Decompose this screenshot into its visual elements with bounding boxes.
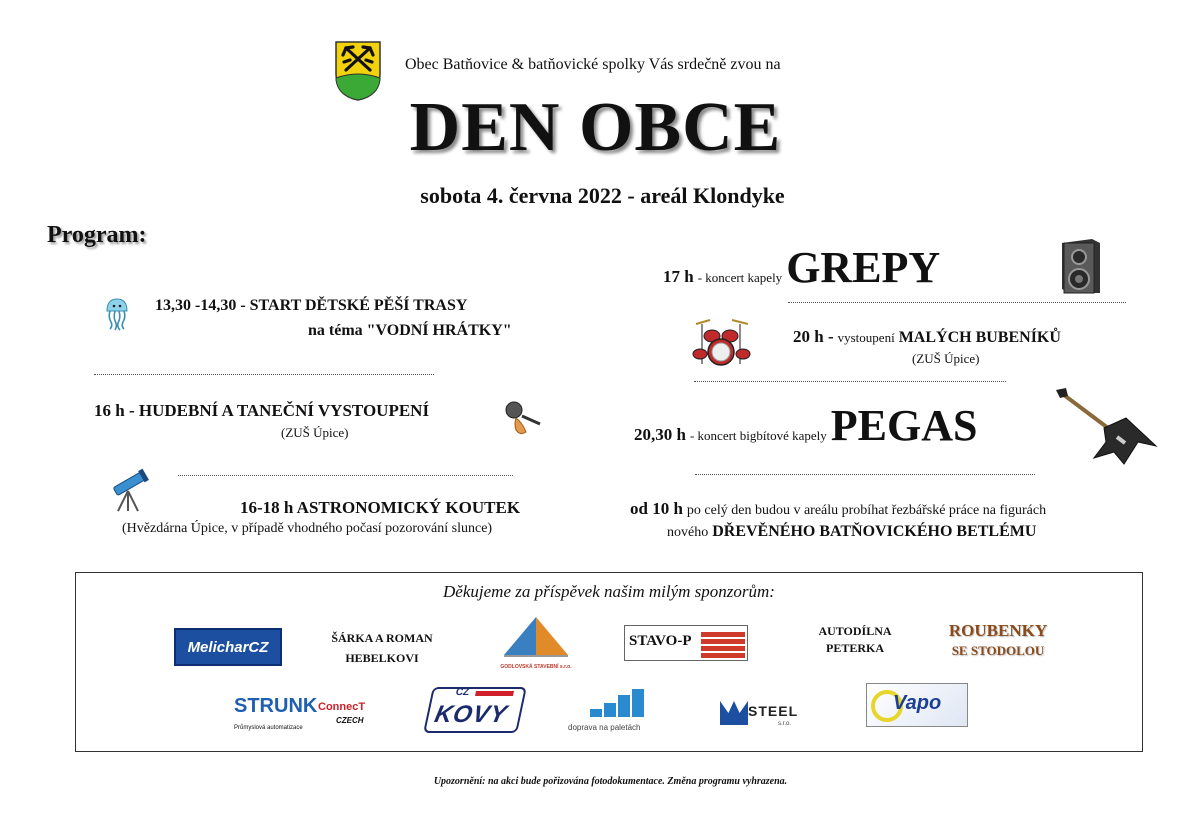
pegas-desc: - koncert bigbítové kapely	[689, 428, 827, 443]
kovy-logo	[423, 687, 527, 733]
trail-title: START DĚTSKÉ PĚŠÍ TRASY	[249, 297, 468, 314]
divider	[694, 381, 1006, 382]
pallet-boxes-icon	[588, 689, 648, 719]
telescope-icon	[108, 467, 152, 513]
dance-line	[94, 401, 429, 421]
melichar-logo: MelicharCZ	[174, 628, 282, 666]
trail-time: 13,30 -14,30 -	[155, 297, 246, 314]
doprava-logo	[566, 689, 656, 735]
steel-text: STEEL	[748, 703, 799, 719]
drums-title: MALÝCH BUBENÍKŮ	[898, 329, 1061, 346]
divider	[788, 302, 1126, 303]
drums-org: (ZUŠ Úpice)	[912, 351, 980, 366]
divider	[178, 475, 513, 476]
autodilna-peterka-sponsor	[800, 623, 910, 657]
event-date-location: sobota 4. června 2022 - areál Klondyke	[420, 183, 785, 208]
carving-line-2	[667, 523, 1036, 541]
invitation-text: Obec Batňovice & batňovické spolky Vás srdečně zvou na	[405, 56, 781, 73]
strunk-logo	[234, 695, 374, 737]
auto-line-1: AUTODÍLNA	[818, 624, 892, 638]
vapo-text: Vapo	[893, 692, 942, 714]
program-heading: Program:	[47, 222, 147, 248]
carving-line	[630, 499, 1046, 519]
dance-org: (ZUŠ Úpice)	[281, 425, 349, 440]
kovy-stripe	[475, 691, 514, 696]
sarka-line-1: ŠÁRKA A ROMAN	[331, 631, 433, 645]
roubenky-line-2: SE STODOLOU	[951, 643, 1045, 658]
dance-time: 16 h -	[94, 401, 135, 420]
trail-line	[155, 297, 467, 315]
vapo-logo	[866, 683, 968, 727]
steel-mark-icon	[720, 701, 748, 725]
strunk-czech: CZECH	[336, 716, 364, 725]
grepy-time: 17 h	[663, 267, 694, 286]
sponsor-heading: Děkujeme za příspěvek našim milým sponzorům:	[443, 582, 775, 601]
sarka-line-2: HEBELKOVI	[345, 651, 419, 665]
divider	[94, 374, 434, 375]
grepy-line	[663, 243, 941, 296]
pegas-line	[634, 401, 978, 454]
kovy-main: KOVY	[432, 701, 510, 728]
godlovska-text: GODLOVSKÁ STAVEBNÍ s.r.o.	[500, 664, 572, 670]
electric-guitar-icon	[1054, 388, 1158, 468]
jellyfish-icon	[104, 297, 130, 331]
grepy-desc: - koncert kapely	[697, 270, 783, 285]
astro-note: (Hvězdárna Úpice, v případě vhodného počasí pozorování slunce)	[122, 521, 493, 536]
trail-topic: na téma "VODNÍ HRÁTKY"	[308, 322, 512, 339]
divider	[695, 474, 1035, 475]
astro-title: 16-18 h ASTRONOMICKÝ KOUTEK	[240, 498, 521, 517]
strunk-main: STRUNK	[234, 695, 318, 717]
carving-desc: po celý den budou v areálu probíhat řezbářské práce na figurách	[686, 503, 1047, 518]
page-title: DEN OBCE	[409, 89, 782, 166]
drums-desc: vystoupení	[837, 330, 895, 345]
doprava-text: doprava na paletách	[568, 723, 641, 732]
microphone-icon	[502, 398, 542, 438]
pegas-time: 20,30 h	[634, 425, 686, 444]
strunk-sub: Průmyslová automatizace	[234, 725, 303, 731]
kovy-cz: CZ	[454, 687, 471, 698]
stavop-text: STAVO-P	[629, 633, 692, 649]
roubenky-line-1: ROUBENKY	[948, 621, 1048, 640]
speaker-icon	[1058, 237, 1102, 295]
footer-notice: Upozornění: na akci bude pořizována fotodokumentace. Změna programu vyhrazena.	[433, 776, 788, 787]
steel-sub: s.r.o.	[778, 721, 792, 727]
godlovska-logo	[500, 615, 572, 670]
auto-line-2: PETERKA	[825, 641, 884, 655]
drums-time: 20 h -	[793, 327, 834, 346]
roubenky-logo	[938, 621, 1058, 661]
sarka-hebelkovi-sponsor	[322, 628, 442, 668]
steel-logo	[718, 697, 808, 731]
pegas-band: PEGAS	[830, 401, 978, 450]
carving-title: DŘEVĚNÉHO BATŇOVICKÉHO BETLÉMU	[712, 523, 1037, 540]
carving-time: od 10 h	[630, 499, 683, 518]
dance-title: HUDEBNÍ A TANEČNÍ VYSTOUPENÍ	[138, 401, 430, 420]
drums-line	[793, 327, 1061, 347]
strunk-connect: ConnecT	[318, 701, 366, 713]
drum-kit-icon	[690, 316, 752, 368]
carving-prefix: nového	[667, 525, 709, 540]
grepy-band: GREPY	[786, 243, 941, 292]
brick-icon	[701, 630, 745, 658]
sponsor-box	[75, 572, 1143, 752]
stavop-logo	[624, 625, 748, 661]
